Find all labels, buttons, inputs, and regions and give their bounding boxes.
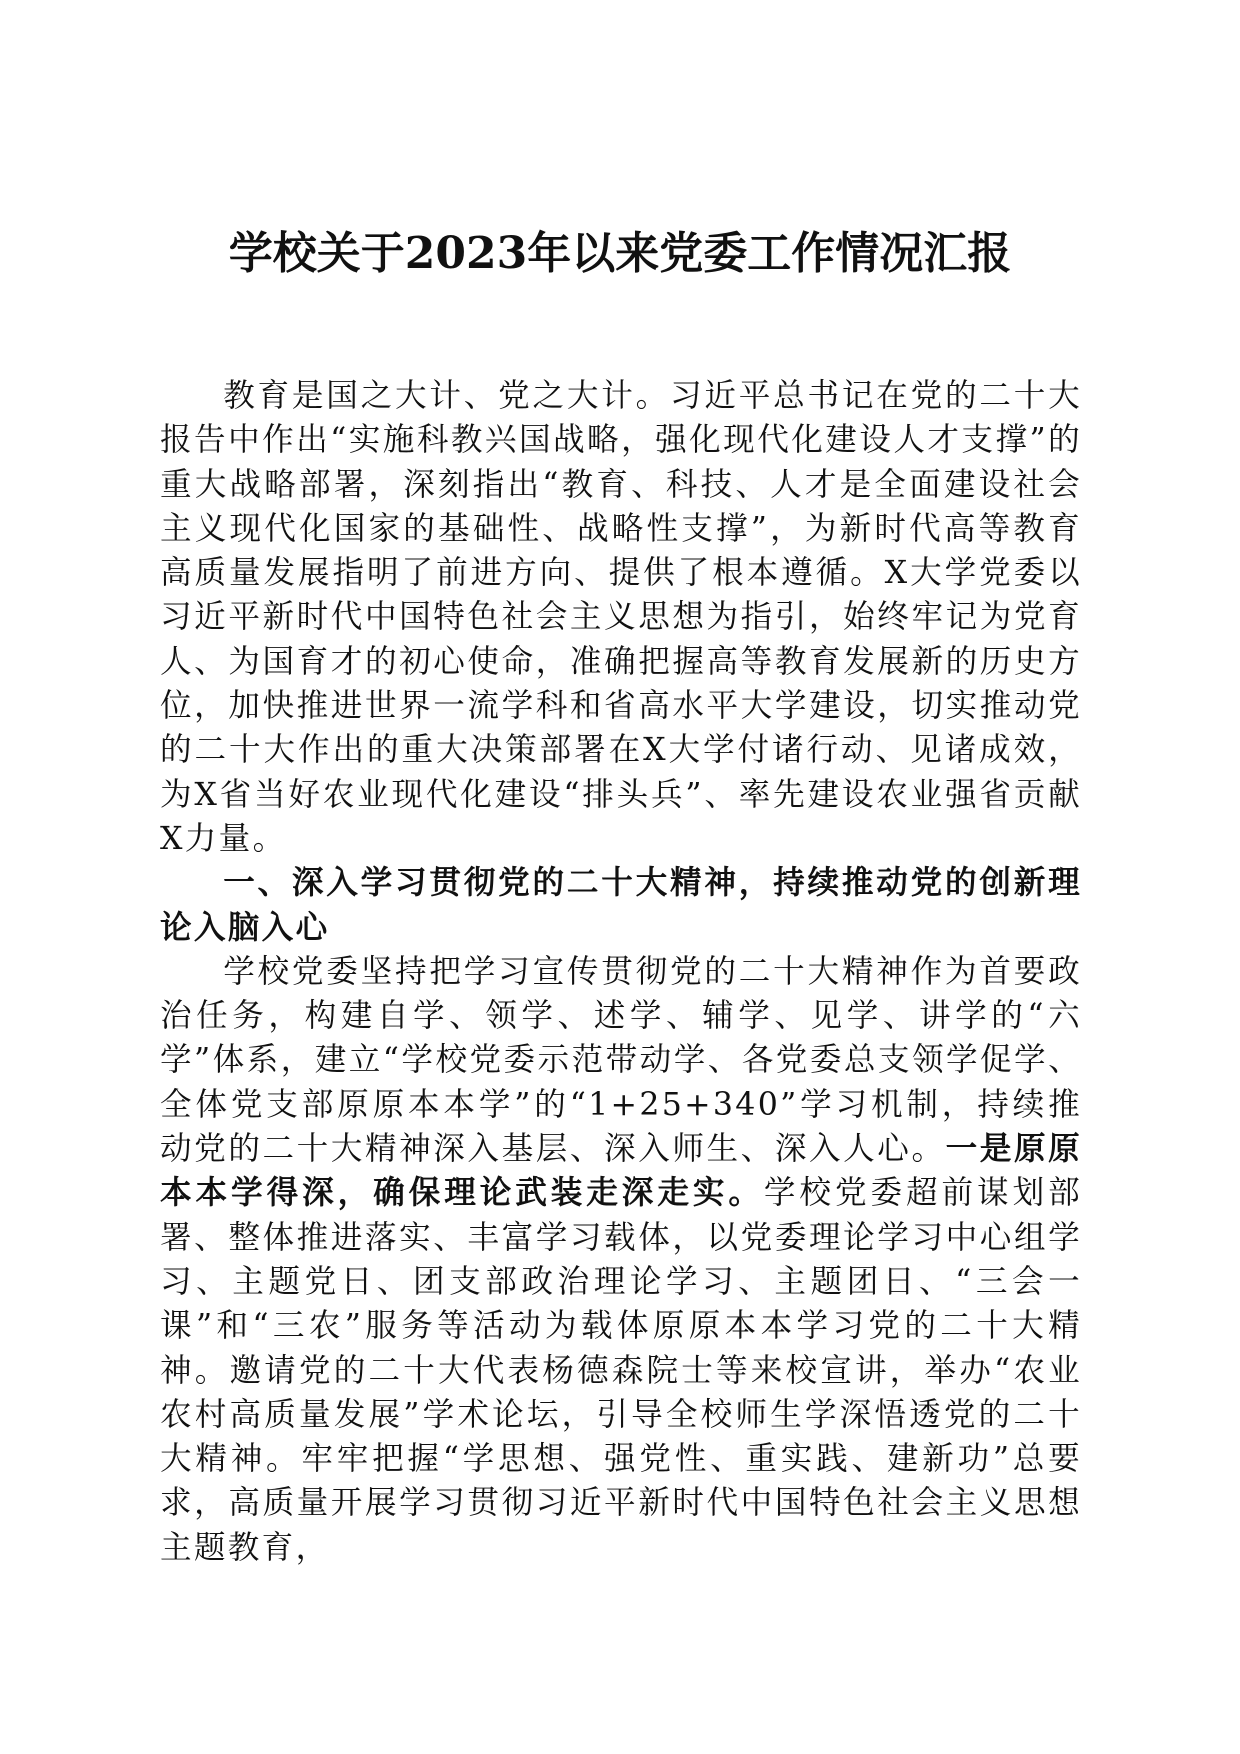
section-1-lead-text: 一是原原本本学得深，确保理论武装走深走实。 — [160, 1130, 1082, 1212]
section-1-paragraph — [160, 950, 1082, 1570]
section-1-rest-text: 学校党委超前谋划部署、整体推进落实、丰富学习载体，以党委理论学习中心组学习、主题党日、团支部政治理论学习、主题团日、“三会一课”和“三农”服务等活动为载体原原本本学习党的二十大精神。邀请党的二十大代表杨德森院士等来校宣讲，举办“农业农村高质量发展”学术论坛，引导全校师生学深悟透党的二十大精神。牢牢把握“学思想、强党性、重实践、建新功”总要求，高质量开展学习贯彻习近平新时代中国特色社会主义思想主题教育， — [160, 1175, 1082, 1566]
document-title: 学校关于2023年以来党委工作情况汇报 — [228, 228, 1012, 279]
section-1-intro-text: 学校党委坚持把学习宣传贯彻党的二十大精神作为首要政治任务，构建自学、领学、述学、辅学、见学、讲学的“六学”体系，建立“学校党委示范带动学、各党委总支领学促学、全体党支部原原本本学”的“1+25+340”学习机制，持续推动党的二十大精神深入基层、深入师生、深入人心。 — [160, 953, 1082, 1168]
intro-paragraph: 教育是国之大计、党之大计。习近平总书记在党的二十大报告中作出“实施科教兴国战略，强化现代化建设人才支撑”的重大战略部署，深刻指出“教育、科技、人才是全面建设社会主义现代化国家的基础性、战略性支撑”，为新时代高等教育高质量发展指明了前进方向、提供了根本遵循。X大学党委以习近平新时代中国特色社会主义思想为指引，始终牢记为党育人、为国育才的初心使命，准确把握高等教育发展新的历史方位，加快推进世界一流学科和省高水平大学建设，切实推动党的二十大作出的重大决策部署在X大学付诸行动、见诸成效，为X省当好农业现代化建设“排头兵”、率先建设农业强省贡献X力量。 — [160, 378, 1082, 857]
document-body — [160, 374, 1082, 1570]
section-heading-1: 一、深入学习贯彻党的二十大精神，持续推动党的创新理论入脑入心 — [160, 865, 1082, 946]
